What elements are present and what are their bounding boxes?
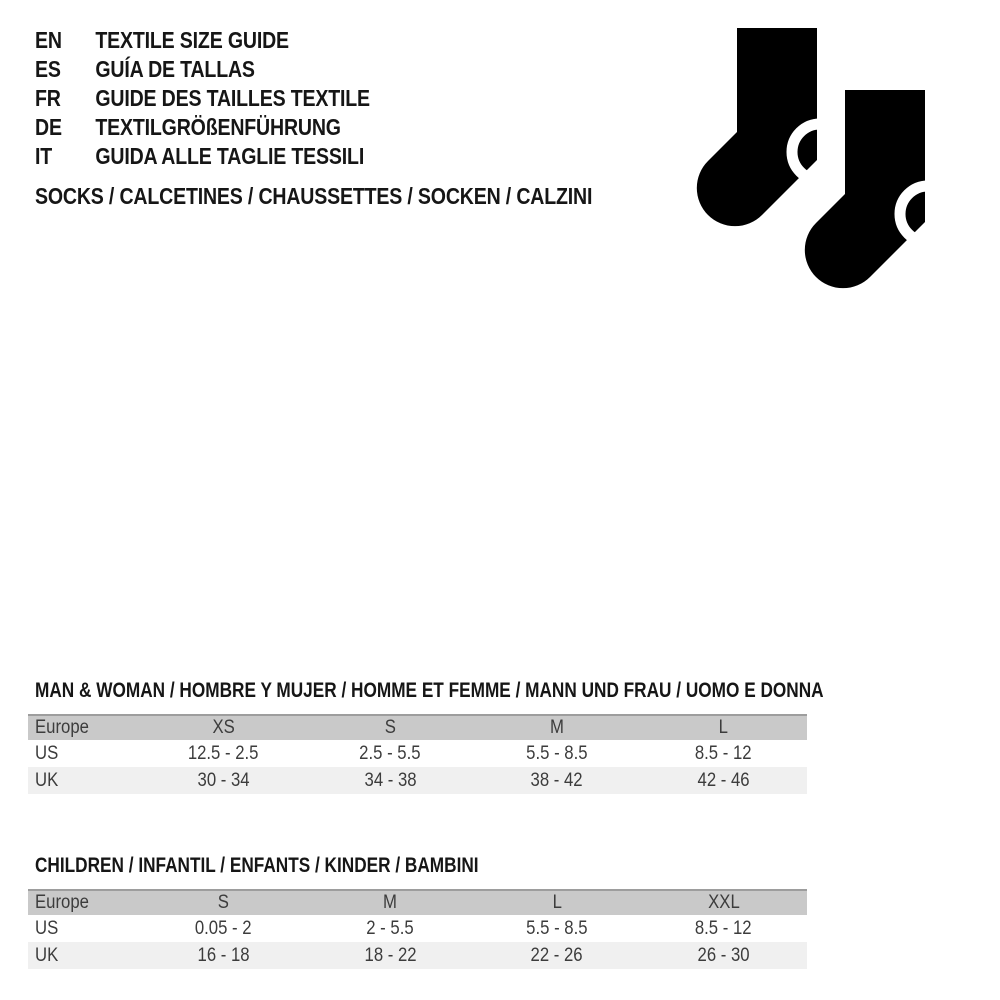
size-range-cell: 38 - 42 xyxy=(530,769,583,791)
table-row xyxy=(28,915,807,942)
size-range-cell: 5.5 - 8.5 xyxy=(526,742,588,764)
size-range-cell: 16 - 18 xyxy=(197,944,250,966)
table-header-row xyxy=(28,890,807,915)
size-range-cell: 8.5 - 12 xyxy=(695,917,752,939)
size-column-header: L xyxy=(552,892,562,913)
size-table-section xyxy=(28,679,824,794)
table-row xyxy=(28,767,807,794)
size-range-cell: 2 - 5.5 xyxy=(366,917,414,939)
language-label: GUÍA DE TALLAS xyxy=(95,56,255,82)
size-range-cell: 34 - 38 xyxy=(364,769,417,791)
size-range-cell: 42 - 46 xyxy=(697,769,750,791)
size-range-cell: 18 - 22 xyxy=(364,944,417,966)
table-title: CHILDREN / INFANTIL / ENFANTS / KINDER / BAMBINI xyxy=(35,854,479,877)
language-label: GUIDA ALLE TAGLIE TESSILI xyxy=(95,143,365,169)
language-list xyxy=(35,26,429,171)
language-code: FR xyxy=(35,85,61,111)
size-column-header: S xyxy=(384,717,396,738)
size-column-header: S xyxy=(217,892,229,913)
size-range-cell: 2.5 - 5.5 xyxy=(359,742,421,764)
language-code: DE xyxy=(35,114,62,140)
size-column-header: XXL xyxy=(707,892,740,913)
size-range-cell: 8.5 - 12 xyxy=(695,742,752,764)
size-table xyxy=(28,714,807,794)
size-column-header: XS xyxy=(212,717,235,738)
size-table-section xyxy=(28,854,807,969)
size-range-cell: 12.5 - 2.5 xyxy=(188,742,259,764)
category-title: SOCKS / CALCETINES / CHAUSSETTES / SOCKEN / CALZINI xyxy=(35,183,593,209)
size-column-header: L xyxy=(718,717,729,738)
language-code: IT xyxy=(35,143,53,169)
table-title: MAN & WOMAN / HOMBRE Y MUJER / HOMME ET FEMME / MANN UND FRAU / UOMO E DONNA xyxy=(35,679,824,702)
size-table xyxy=(28,889,807,969)
region-column-header: Europe xyxy=(35,717,89,738)
region-cell: UK xyxy=(35,769,59,791)
region-column-header: Europe xyxy=(35,892,89,913)
language-row xyxy=(35,113,370,142)
language-label: GUIDE DES TAILLES TEXTILE xyxy=(95,85,370,111)
size-range-cell: 22 - 26 xyxy=(530,944,583,966)
region-cell: UK xyxy=(35,944,59,966)
size-column-header: M xyxy=(549,717,564,738)
language-code: ES xyxy=(35,56,61,82)
language-code: EN xyxy=(35,27,62,53)
size-range-cell: 26 - 30 xyxy=(697,944,750,966)
language-row xyxy=(35,55,370,84)
language-label: TEXTILE SIZE GUIDE xyxy=(95,27,289,53)
size-range-cell: 0.05 - 2 xyxy=(195,917,252,939)
region-cell: US xyxy=(35,917,59,939)
language-row xyxy=(35,26,370,55)
size-range-cell: 5.5 - 8.5 xyxy=(526,917,588,939)
language-label: TEXTILGRÖßENFÜHRUNG xyxy=(95,114,341,140)
region-cell: US xyxy=(35,742,59,764)
language-row xyxy=(35,84,370,113)
table-header-row xyxy=(28,715,807,740)
table-row xyxy=(28,942,807,969)
socks-icon xyxy=(685,26,933,318)
language-row xyxy=(35,142,370,171)
size-range-cell: 30 - 34 xyxy=(197,769,250,791)
table-row xyxy=(28,740,807,767)
size-column-header: M xyxy=(383,892,398,913)
